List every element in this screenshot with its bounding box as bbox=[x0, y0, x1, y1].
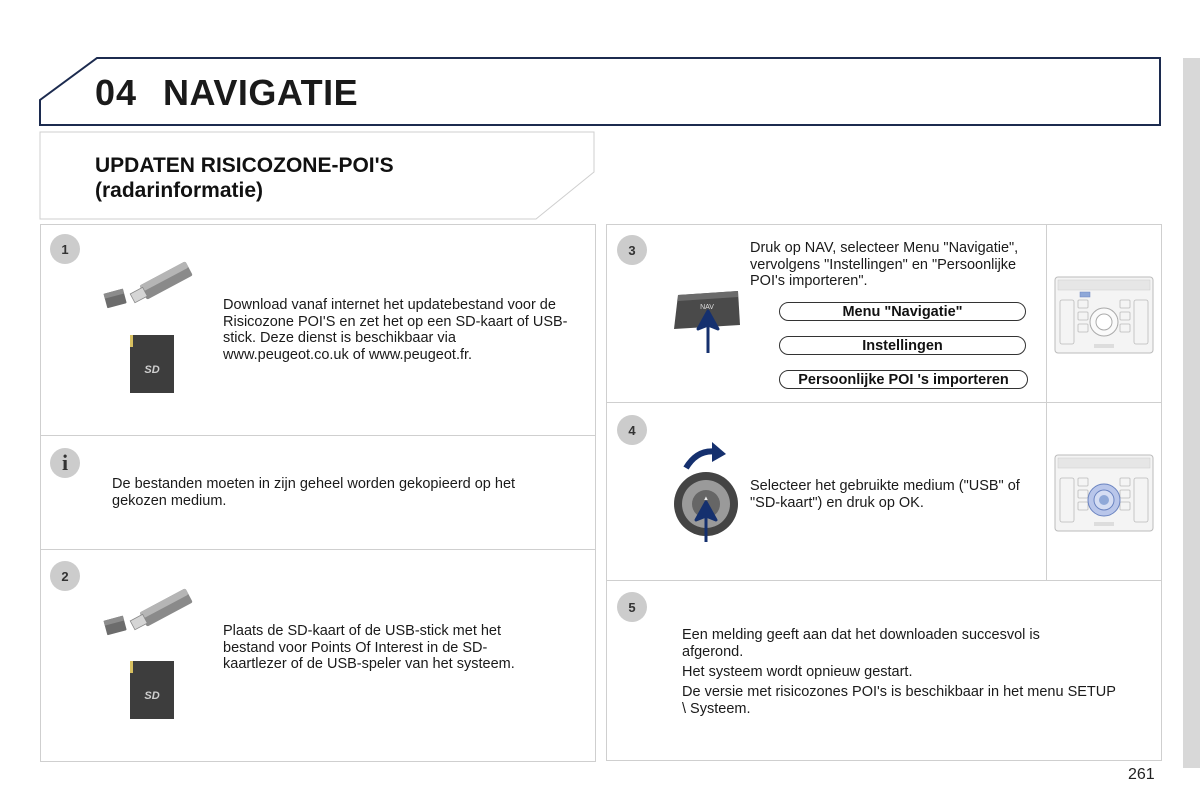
instellingen-option: Instellingen bbox=[779, 336, 1026, 355]
sd-card-icon bbox=[128, 659, 176, 721]
info-text: De bestanden moeten in zijn geheel worden gekopieerd op het gekozen medium. bbox=[112, 476, 516, 509]
step5-paragraph: De versie met risicozones POI's is beschikbaar in het menu SETUP \ Systeem. bbox=[682, 684, 1116, 717]
step4-text: Selecteer het gebruikte medium ("USB" of "SD-kaart") en druk op OK. bbox=[750, 478, 1020, 511]
svg-text:SD: SD bbox=[144, 364, 160, 376]
step5-paragraph: Het systeem wordt opnieuw gestart. bbox=[682, 664, 913, 680]
persoonlijke-poi-option: Persoonlijke POI 's importeren bbox=[779, 370, 1028, 389]
step4-badge: 4 bbox=[617, 415, 647, 445]
radio-unit-icon bbox=[1054, 454, 1154, 532]
usb-stick-icon bbox=[100, 258, 205, 318]
section-title-line1: UPDATEN RISICOZONE-POI'S bbox=[95, 154, 394, 177]
step5-badge: 5 bbox=[617, 592, 647, 622]
chapter-number: 04 bbox=[95, 72, 138, 113]
step2-text: Plaats de SD-kaart of de USB-stick met het bestand voor Points Of Interest in de SD-kaartlezer of de USB-speler van het systeem. bbox=[223, 623, 515, 672]
step3-text: Druk op NAV, selecteer Menu "Navigatie", vervolgens "Instellingen" en "Persoonlijke POI's importeren". bbox=[750, 240, 1019, 289]
section-title bbox=[95, 153, 394, 203]
sd-card-icon bbox=[128, 333, 176, 395]
svg-text:▲: ▲ bbox=[703, 496, 709, 502]
svg-text:NAV: NAV bbox=[700, 304, 714, 311]
usb-stick-icon bbox=[100, 585, 205, 645]
step1-badge: 1 bbox=[50, 234, 80, 264]
step3-badge: 3 bbox=[617, 235, 647, 265]
nav-key-icon bbox=[668, 283, 748, 358]
chapter-title: NAVIGATIE bbox=[163, 72, 359, 113]
info-icon: i bbox=[50, 448, 80, 478]
radio-unit-icon bbox=[1054, 276, 1154, 354]
section-title-line2: (radarinformatie) bbox=[95, 179, 264, 202]
menu-navigatie-option: Menu "Navigatie" bbox=[779, 302, 1026, 321]
page-edge-bar bbox=[1183, 58, 1200, 768]
step5-paragraph: Een melding geeft aan dat het downloaden succesvol is afgerond. bbox=[682, 627, 1040, 660]
step2-badge: 2 bbox=[50, 561, 80, 591]
page-number: 261 bbox=[1128, 766, 1155, 783]
ok-dial-icon bbox=[668, 438, 748, 546]
step1-text: Download vanaf internet het updatebestand voor de Risicozone POI'S en zet het op een SD-kaart of USB-stick. Deze dienst is beschikbaar via www.peugeot.co.uk of www.peugeot.fr. bbox=[223, 297, 568, 363]
svg-text:SD: SD bbox=[144, 690, 160, 702]
